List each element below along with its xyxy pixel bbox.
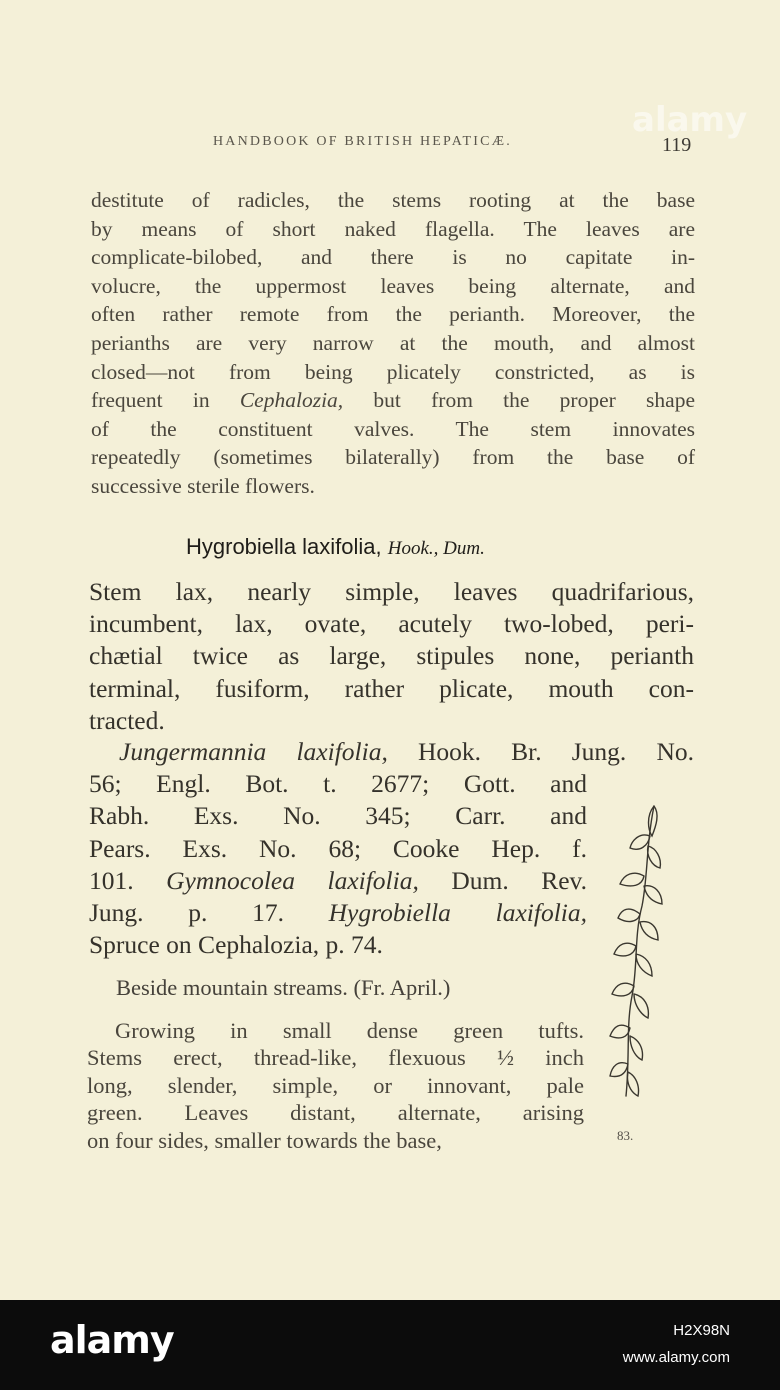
footer-url[interactable]: www.alamy.com bbox=[622, 1349, 730, 1366]
text-line: incumbent, lax, ovate, acutely two-lobed, peri- bbox=[89, 609, 694, 639]
text-line: long, slender, simple, or innovant, pale bbox=[87, 1072, 584, 1098]
leaf bbox=[630, 1036, 643, 1060]
watermark: alamy bbox=[632, 100, 748, 140]
text-line: Stems erect, thread-like, flexuous ½ inch bbox=[87, 1045, 584, 1071]
page-number: 119 bbox=[662, 134, 692, 156]
text-line: of the constituent valves. The stem innovates bbox=[91, 416, 695, 441]
text-line bbox=[89, 800, 587, 832]
text-line: successive sterile flowers. bbox=[91, 473, 315, 498]
leaf bbox=[648, 846, 661, 868]
text-fragment: frequent in bbox=[91, 388, 240, 413]
text-line: complicate-bilobed, and there is no capitate in- bbox=[91, 245, 695, 270]
leaf bbox=[612, 983, 634, 996]
leaf bbox=[610, 1025, 630, 1038]
leaf bbox=[620, 873, 644, 886]
leaf bbox=[640, 922, 658, 940]
leaf bbox=[627, 1072, 638, 1096]
text-line: by means of short naked flagella. The leaves are bbox=[91, 216, 695, 241]
species-authority: Hook., Dum. bbox=[387, 538, 485, 559]
text-line bbox=[89, 929, 587, 961]
text-fragment: Jungermannia laxifolia, bbox=[119, 737, 388, 766]
text-line bbox=[89, 833, 587, 865]
text-line: repeatedly (sometimes bilaterally) from the base of bbox=[91, 445, 695, 470]
footer-image-id: H2X98N bbox=[673, 1322, 730, 1339]
leaf bbox=[630, 835, 650, 849]
text-fragment: 101. bbox=[89, 865, 167, 895]
species-name: Hygrobiella laxifolia, bbox=[186, 534, 382, 559]
text-fragment: Hook. Br. Jung. No. bbox=[387, 737, 694, 766]
stem bbox=[626, 806, 654, 1096]
text-fragment: Gymnocolea laxifolia, bbox=[166, 865, 419, 895]
text-fragment: Cephalozia, bbox=[239, 388, 344, 413]
text-fragment: Pears. Exs. No. 68; Cooke Hep. f. bbox=[89, 833, 587, 863]
leaf bbox=[634, 994, 648, 1018]
text-fragment: Rabh. Exs. No. 345; Carr. and bbox=[89, 801, 587, 831]
text-line: chætial twice as large, stipules none, perianth bbox=[89, 641, 694, 671]
text-fragment: 56; Engl. Bot. t. 2677; Gott. and bbox=[89, 769, 587, 799]
leaf bbox=[614, 943, 636, 956]
species-heading bbox=[186, 534, 485, 560]
text-fragment: Jung. p. 17. bbox=[89, 898, 329, 928]
figure-label: 83. bbox=[617, 1128, 634, 1143]
text-line bbox=[89, 897, 587, 929]
plant-illustration bbox=[596, 796, 688, 1116]
text-line: on four sides, smaller towards the base, bbox=[87, 1127, 442, 1153]
footer-logo[interactable]: alamy bbox=[50, 1318, 174, 1362]
text-line: volucre, the uppermost leaves being alternate, and bbox=[91, 273, 695, 298]
habitat-line: Beside mountain streams. (Fr. April.) bbox=[116, 975, 451, 1000]
text-line: destitute of radicles, the stems rooting at the base bbox=[91, 188, 695, 212]
description-paragraph bbox=[87, 1017, 584, 1154]
text-line: terminal, fusiform, rather plicate, mouth con- bbox=[89, 673, 694, 703]
leaf bbox=[636, 954, 652, 976]
diagnosis-paragraph bbox=[89, 576, 694, 737]
running-head: HANDBOOK OF BRITISH HEPATICÆ. bbox=[213, 134, 512, 149]
text-fragment: but from the proper shape bbox=[343, 388, 695, 413]
text-fragment: Hygrobiella laxifolia, bbox=[328, 898, 587, 928]
leaf bbox=[644, 886, 662, 904]
text-line: Stem lax, nearly simple, leaves quadrifarious, bbox=[89, 577, 694, 606]
text-line: often rather remote from the perianth. Moreover, the bbox=[91, 302, 695, 327]
text-line: green. Leaves distant, alternate, arising bbox=[87, 1100, 584, 1126]
text-line: tracted. bbox=[89, 705, 165, 735]
text-line: perianths are very narrow at the mouth, and almost bbox=[91, 330, 695, 355]
leaf bbox=[618, 909, 640, 921]
text-line bbox=[89, 865, 587, 897]
leaf bbox=[610, 1063, 628, 1077]
text-line: closed—not from being plicately constricted, as is bbox=[91, 359, 695, 384]
intro-paragraph bbox=[91, 186, 695, 501]
text-line bbox=[89, 736, 694, 768]
text-line bbox=[91, 386, 695, 415]
text-line: Growing in small dense green tufts. bbox=[115, 1018, 584, 1043]
text-fragment: Dum. Rev. bbox=[418, 865, 588, 895]
text-fragment: Spruce on Cephalozia, p. 74. bbox=[89, 930, 383, 960]
text-line bbox=[89, 768, 587, 800]
